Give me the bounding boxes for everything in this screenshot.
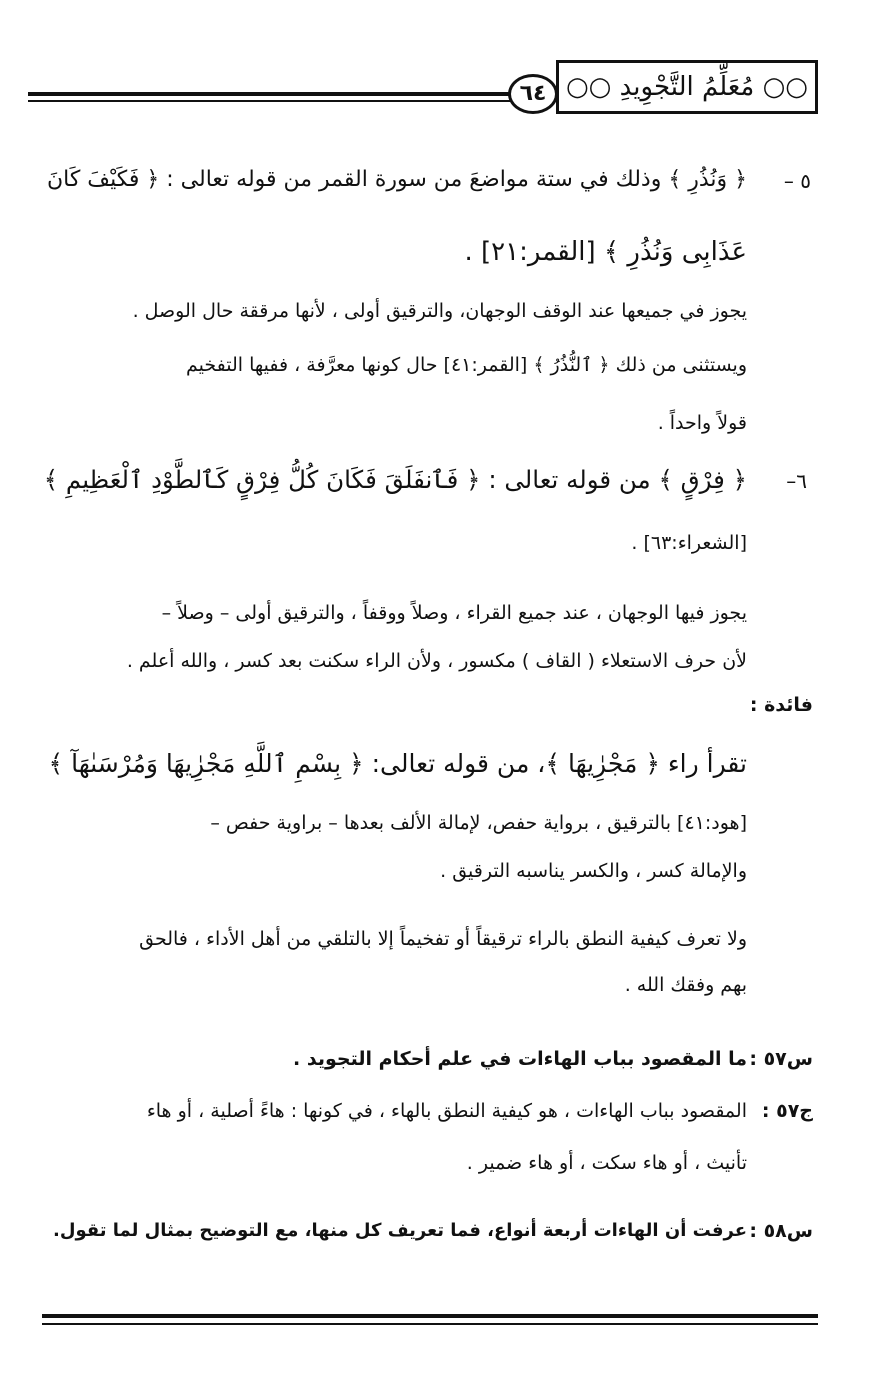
- item-6-number: ٦–: [786, 469, 807, 493]
- item-5-para-line-1: يجوز في جميعها عند الوقف الوجهان، والترقيق أولى ، لأنها مرققة حال الوصل .: [132, 300, 747, 322]
- item-5-number: ٥ –: [783, 169, 811, 193]
- book-title: ○○ مُعَلِّمُ التَّجْوِيدِ ○○: [556, 60, 818, 114]
- footer-rule-thin: [42, 1323, 818, 1325]
- benefit-line-1: تقرأ راء ﴿ مَجْرِٰيهَا ﴾، من قوله تعالى: ﴿ بِسْمِ ٱللَّهِ مَجْرِٰيهَا وَمُرْسَىٰهَآ ﴾: [48, 749, 747, 778]
- footer-rule-thick: [42, 1314, 818, 1318]
- item-5-line-1: ﴿ وَنُذُرِ ﴾ وذلك في ستة مواضعَ من سورة القمر من قوله تعالى : ﴿ فَكَيْفَ كَانَ: [46, 167, 747, 192]
- benefit-para-line-2: بهم وفقك الله .: [624, 974, 747, 996]
- header-rule-thick: [28, 92, 536, 96]
- item-6-para-line-1: يجوز فيها الوجهان ، عند جميع القراء ، وصلاً ووقفاً ، والترقيق أولى – وصلاً –: [161, 602, 747, 624]
- answer-57-line-2: تأنيث ، أو هاء سكت ، أو هاء ضمير .: [466, 1152, 747, 1174]
- benefit-para-line-1: ولا تعرف كيفية النطق بالراء ترقيقاً أو تفخيماً إلا بالتلقي من أهل الأداء ، فالحق: [139, 928, 747, 950]
- item-6-para-line-2: لأن حرف الاستعلاء ( القاف ) مكسور ، ولأن الراء سكنت بعد كسر ، والله أعلم .: [126, 650, 747, 672]
- question-58-text: عرفت أن الهاءات أربعة أنواع، فما تعريف كل منها، مع التوضيح بمثال لما تقول.: [53, 1220, 747, 1241]
- item-5-para-line-2: ويستثنى من ذلك ﴿ ٱلنُّذُرُ ﴾ [القمر:٤١] حال كونها معرَّفة ، ففيها التفخيم: [186, 354, 747, 376]
- item-5-line-2: عَذَابِى وَنُذُرِ ﴾ [القمر:٢١] .: [464, 237, 747, 267]
- item-6-line-1: ﴿ فِرْقٍ ﴾ من قوله تعالى : ﴿ فَٱنفَلَقَ فَكَانَ كُلُّ فِرْقٍ كَٱلطَّوْدِ ٱلْعَظِيمِ ﴾: [43, 465, 747, 494]
- question-57-text: ما المقصود بباب الهاءات في علم أحكام التجويد .: [293, 1048, 747, 1070]
- question-58-label: س٥٨ :: [749, 1220, 813, 1242]
- benefit-line-3: والإمالة كسر ، والكسر يناسبه الترقيق .: [440, 860, 747, 882]
- benefit-line-2: [هود:٤١] بالترقيق ، برواية حفص، لإمالة الألف بعدها – براوية حفص –: [210, 812, 747, 834]
- answer-57-label: ج٥٧ :: [761, 1100, 813, 1122]
- item-5-para-line-3: قولاً واحداً .: [657, 412, 747, 434]
- benefit-label: فائدة :: [749, 694, 813, 716]
- answer-57-line-1: المقصود بباب الهاءات ، هو كيفية النطق بالهاء ، في كونها : هاءً أصلية ، أو هاء: [146, 1100, 747, 1122]
- header-rule-thin: [28, 100, 536, 102]
- page-number: ٦٤: [508, 74, 558, 114]
- item-6-line-2: [الشعراء:٦٣] .: [631, 532, 747, 554]
- question-57-label: س٥٧ :: [749, 1048, 813, 1070]
